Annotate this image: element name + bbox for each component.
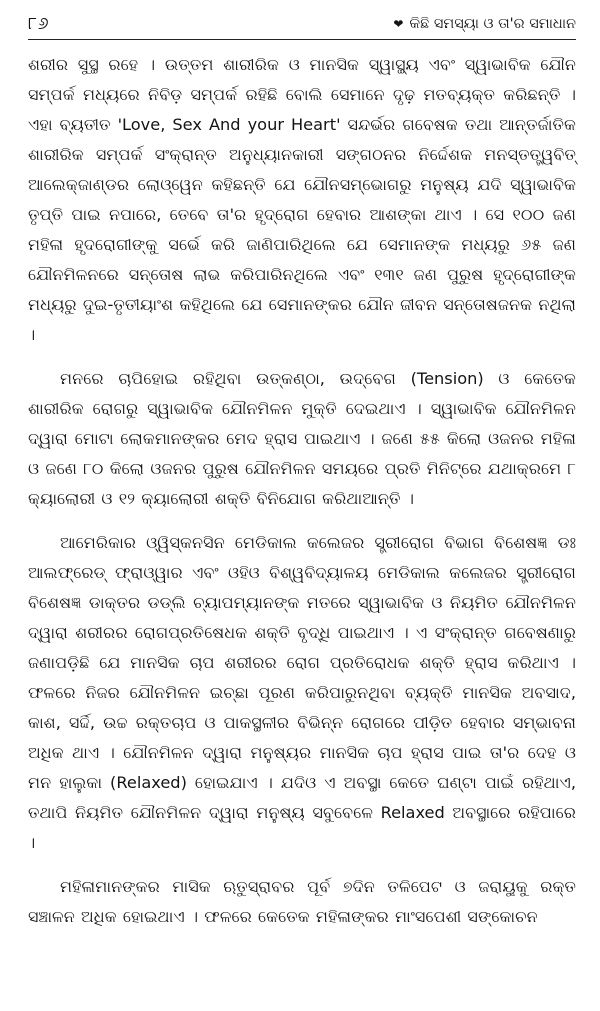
paragraph: ଶରୀର ସୁସ୍ଥ ରହେ । ଉତ୍ତମ ଶାରୀରିକ ଓ ମାନସିକ ସ୍ୱାସ୍ଥ୍ୟ ଏବଂ ସ୍ୱାଭାବିକ ଯୌନ ସମ୍ପର୍କ ମଧ୍ୟରେ ନିବିଡ଼ ସମ୍ପର୍କ ରହିଛି ବୋଲି ସେମାନେ ଦୃଢ଼ ମତବ୍ୟକ୍ତ କରିଛନ୍ତି । ଏହା ବ୍ୟତୀତ 'Love, Sex And your Heart' ସନ୍ଦର୍ଭର ଗବେଷକ ତଥା ଆନ୍ତର୍ଜାତିକ ଶାରୀରିକ ସମ୍ପର୍କ ସଂକ୍ରାନ୍ତ ଅନୁଧ୍ୟାନକାରୀ ସଙ୍ଗଠନର ନିର୍ଦ୍ଦେଶକ ମନସ୍ତତ୍ତ୍ୱବିତ୍ ଆଲେକ୍‌ଜାଣ୍ଡର ଲୋଓ୍ୱେନ କହିଛନ୍ତି ଯେ ଯୌନସମ୍ଭୋଗରୁ ମନୁଷ୍ୟ ଯଦି ସ୍ୱାଭାବିକ ତୃପ୍ତି ପାଇ ନପାରେ, ତେବେ ତା'ର ହୃଦ୍‌ରୋଗ ହେବାର ଆଶଙ୍କା ଥାଏ । ସେ ୧୦୦ ଜଣ ମହିଳା ହୃଦରୋଗୀଙ୍କୁ ସର୍ଭେ କରି ଜାଣିପାରିଥିଲେ ଯେ ସେମାନଙ୍କ ମଧ୍ୟରୁ ୬୫ ଜଣ ଯୌନମିଳନରେ ସନ୍ତୋଷ ଲାଭ କରିପାରିନଥିଲେ ଏବଂ ୧୩୧ ଜଣ ପୁରୁଷ ହୃଦ୍‌ରୋଗୀଙ୍କ ମଧ୍ୟରୁ ଦୁଇ-ତୃତୀୟାଂଶ କହିଥିଲେ ଯେ ସେମାନଙ୍କର ଯୌନ ଜୀବନ ସନ୍ତୋଷଜନକ ନଥିଲା । bbox=[28, 55, 576, 344]
paragraph: ମନରେ ଚାପିହୋଇ ରହିଥିବା ଉତ୍କଣ୍ଠା, ଉଦ୍‌ବେଗ (Tension) ଓ କେତେକ ଶାରୀରିକ ରୋଗରୁ ସ୍ୱାଭାବିକ ଯୌନମିଳନ ମୁକ୍ତି ଦେଇଥାଏ । ସ୍ୱାଭାବିକ ଯୌନମିଳନ ଦ୍ୱାରା ମୋଟା ଲୋକମାନଙ୍କର ମେଦ ହ୍ରାସ ପାଇଥାଏ । ଜଣେ ୫୫ କିଲୋ ଓଜନର ମହିଳା ଓ ଜଣେ ୮୦ କିଲୋ ଓଜନର ପୁରୁଷ ଯୌନମିଳନ ସମୟରେ ପ୍ରତି ମିନିଟ୍‌ରେ ଯଥାକ୍ରମେ ୮ କ୍ୟାଲୋରୀ ଓ ୧୨ କ୍ୟାଲୋରୀ ଶକ୍ତି ବିନିଯୋଗ କରିଥାଆନ୍ତି । bbox=[28, 369, 576, 508]
page-number: ୮୬ bbox=[28, 13, 50, 34]
paragraph: ଆମେରିକାର ଓ୍ୱିସ୍‌କନସିନ ମେଡିକାଲ କଲେଜର ସ୍ତ୍ରୀରୋଗ ବିଭାଗ ବିଶେଷଜ୍ଞ ଡଃ ଆଲଫ୍ରେଡ୍ ଫ୍ରାଓ୍ୱାର ଏବଂ ଓହିଓ ବିଶ୍ୱବିଦ୍ୟାଳୟ ମେଡିକାଲ କଲେଜର ସ୍ତ୍ରୀରୋଗ ବିଶେଷଜ୍ଞ ଡାକ୍ତର ଡଡ୍‌ଲି ଚ୍ୟାପମ୍ୟାନଙ୍କ ମତରେ ସ୍ୱାଭାବିକ ଓ ନିୟମିତ ଯୌନମିଳନ ଦ୍ୱାରା ଶରୀରର ରୋଗପ୍ରତିଷେଧକ ଶକ୍ତି ବୃଦ୍ଧି ପାଇଥାଏ । ଏ ସଂକ୍ରାନ୍ତ ଗବେଷଣାରୁ ଜଣାପଡ଼ିଛି ଯେ ମାନସିକ ଚାପ ଶରୀରର ରୋଗ ପ୍ରତିରୋଧକ ଶକ୍ତି ହ୍ରାସ କରିଥାଏ । ଫଳରେ ନିଜର ଯୌନମିଳନ ଇଚ୍ଛା ପୂରଣ କରିପାରୁନଥିବା ବ୍ୟକ୍ତି ମାନସିକ ଅବସାଦ, କାଶ, ସର୍ଦ୍ଦି, ଉଚ୍ଚ ରକ୍ତଚାପ ଓ ପାକସ୍ଥଳୀର ବିଭିନ୍ନ ରୋଗରେ ପୀଡ଼ିତ ହେବାର ସମ୍ଭାବନା ଅଧିକ ଥାଏ । ଯୌନମିଳନ ଦ୍ୱାରା ମନୁଷ୍ୟର ମାନସିକ ଚାପ ହ୍ରାସ ପାଇ ତା'ର ଦେହ ଓ ମନ ହାଲୁକା (Relaxed) ହୋଇଯାଏ । ଯଦିଓ ଏ ଅବସ୍ଥା କେତେ ଘଣ୍ଟା ପାଇଁ ରହିଥାଏ, ତଥାପି ନିୟମିତ ଯୌନମିଳନ ଦ୍ୱାରା ମନୁଷ୍ୟ ସବୁବେଳେ Relaxed ଅବସ୍ଥାରେ ରହିପାରେ । bbox=[28, 533, 576, 852]
page-header bbox=[28, 0, 576, 40]
heart-icon: ❤ bbox=[393, 16, 404, 31]
body-text bbox=[28, 50, 576, 932]
paragraph: ମହିଳାମାନଙ୍କର ମାସିକ ଋତୁସ୍ରାବର ପୂର୍ବ ୭ଦିନ ତଳିପେଟ ଓ ଜରାୟୁକୁ ରକ୍ତ ସଞ୍ଚାଳନ ଅଧିକ ହୋଇଥାଏ । ଫଳରେ କେତେକ ମହିଳାଙ୍କର ମାଂସପେଶୀ ସଙ୍କୋଚନ bbox=[28, 877, 576, 926]
running-head bbox=[393, 16, 576, 32]
running-title: କିଛି ସମସ୍ୟା ଓ ତା'ର ସମାଧାନ bbox=[409, 15, 576, 32]
